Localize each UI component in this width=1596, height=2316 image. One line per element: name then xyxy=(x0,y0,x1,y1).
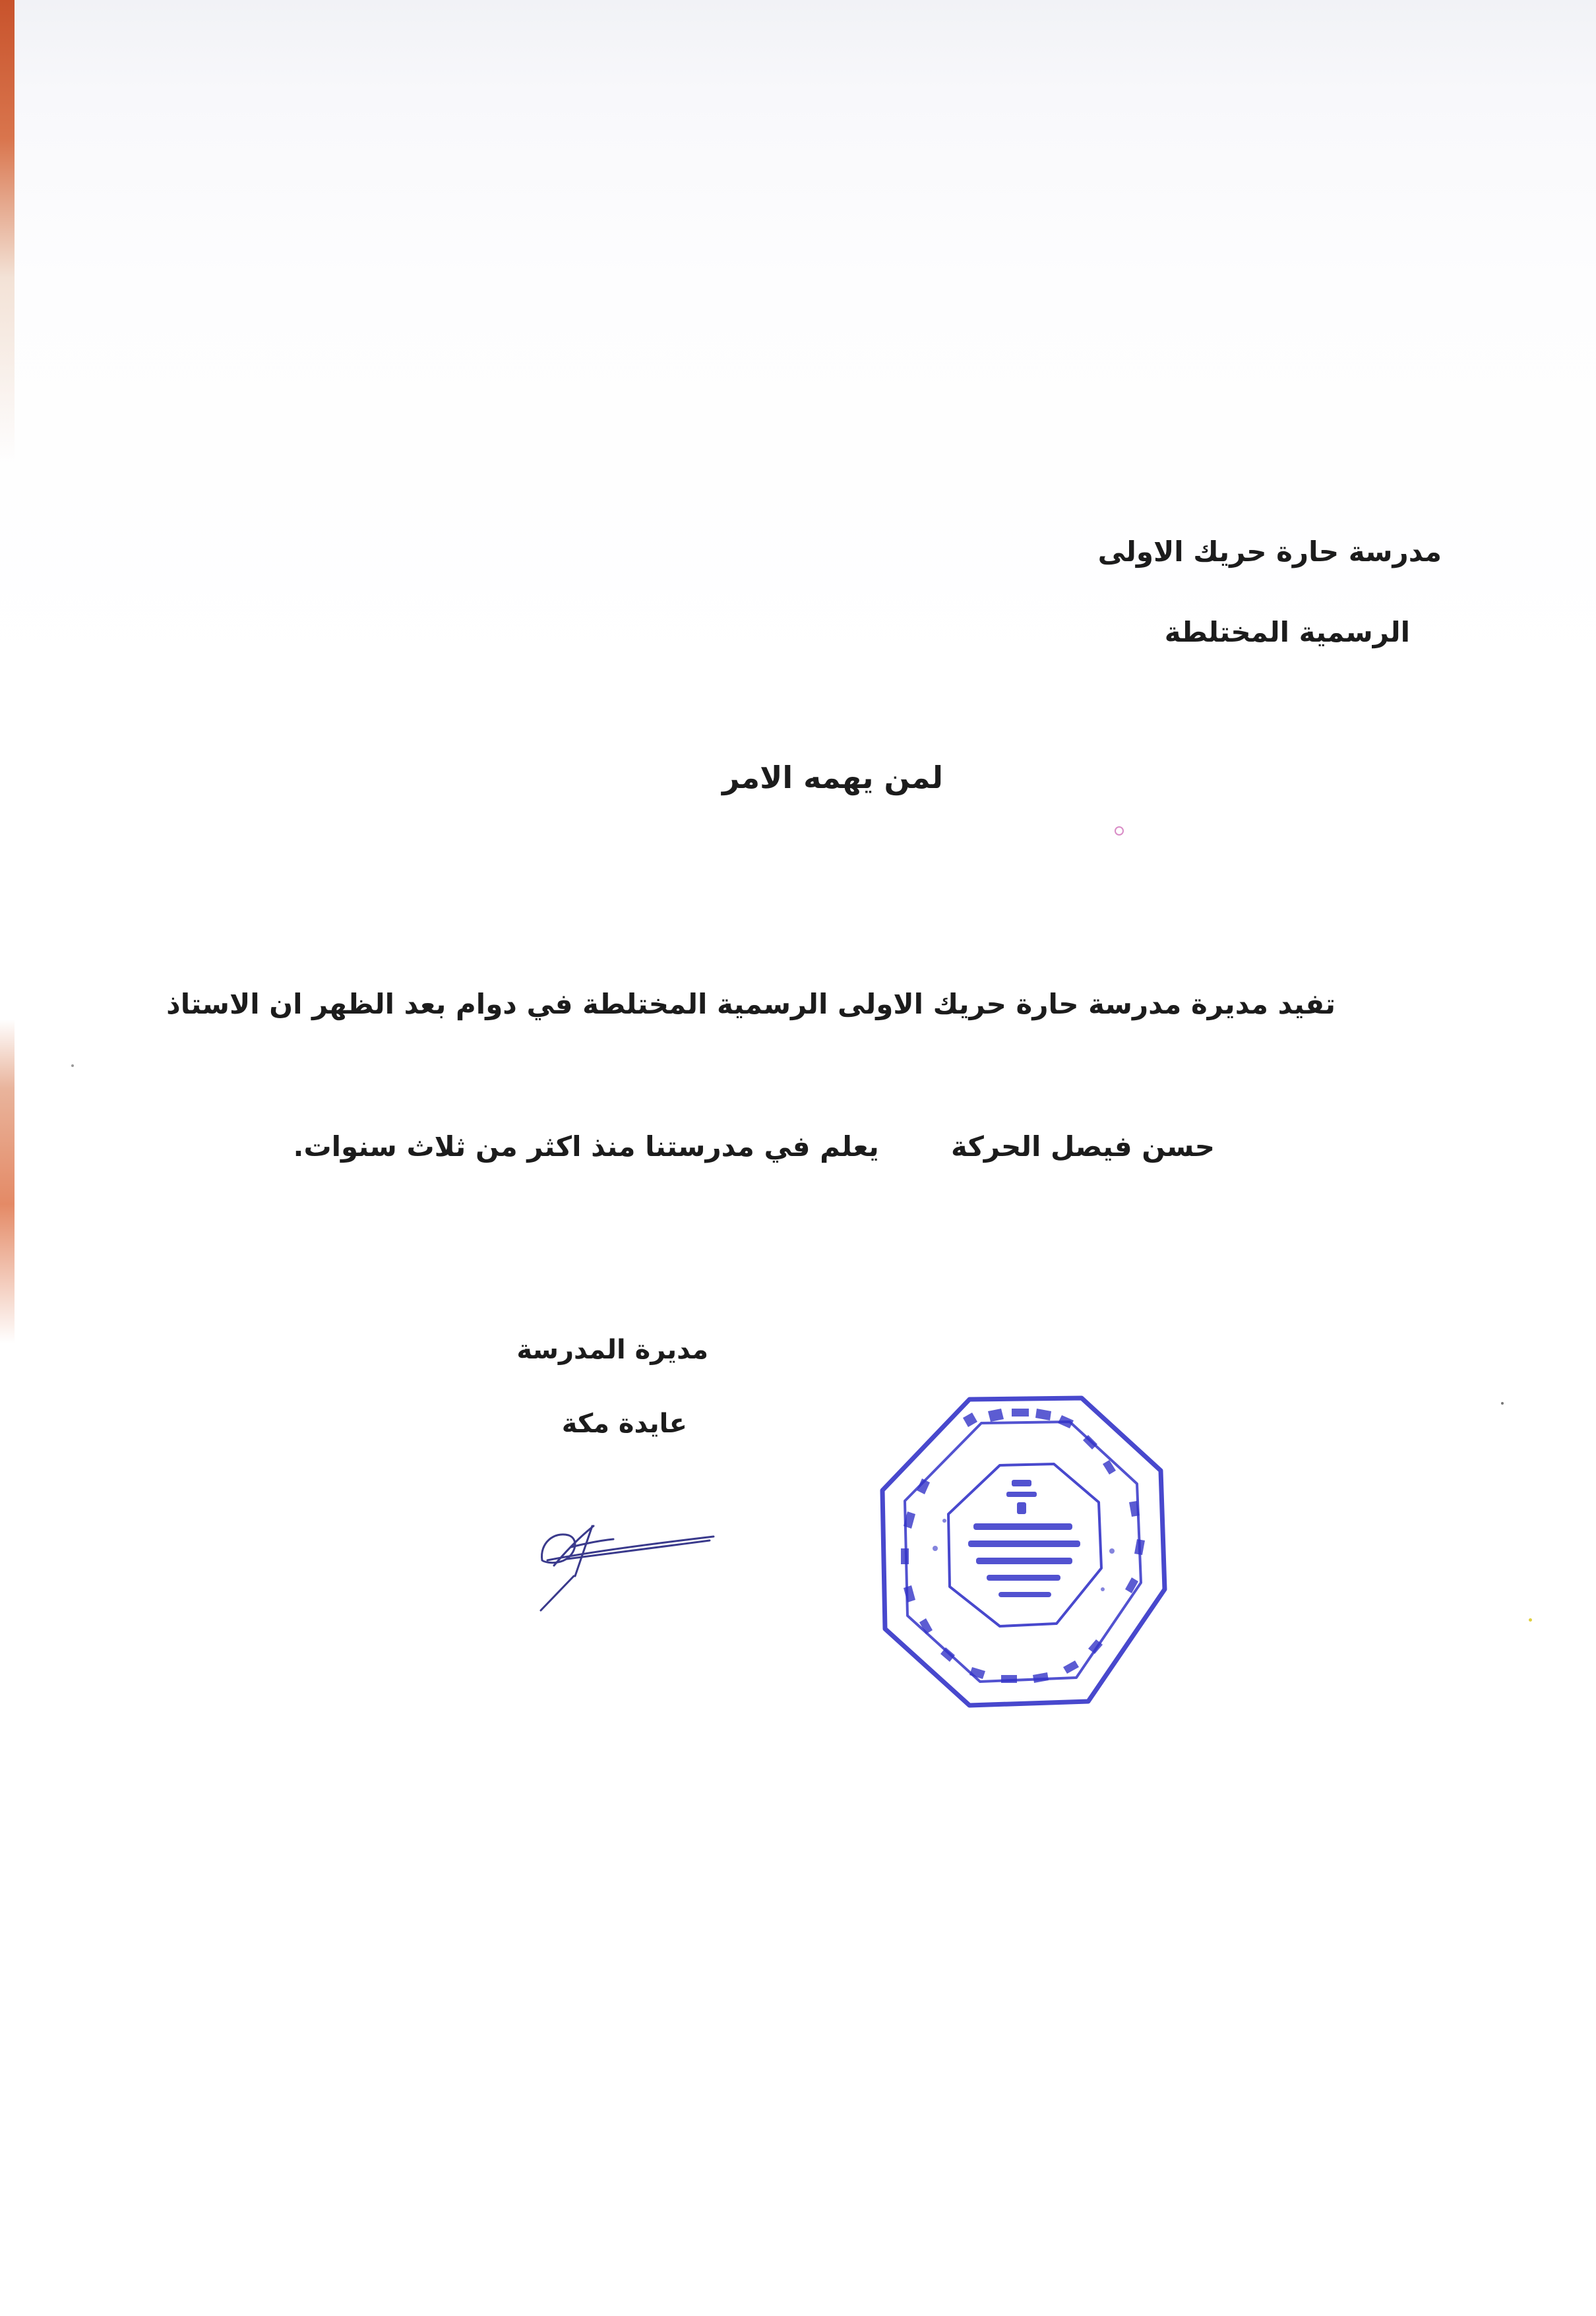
letter-body-line1: تفيد مديرة مدرسة حارة حريك الاولى الرسمية المختلطة في دوام بعد الظهر ان الاستاذ xyxy=(166,988,1335,1020)
octagonal-official-stamp-icon xyxy=(871,1391,1174,1715)
signatory-name: عايدة مكة xyxy=(561,1409,687,1439)
signatory-title: مديرة المدرسة xyxy=(516,1335,708,1365)
handwritten-signature-icon xyxy=(528,1497,719,1616)
letter-body-line2 xyxy=(293,1130,1215,1163)
dust-speck xyxy=(71,1064,74,1067)
school-name-line1: مدرسة حارة حريك الاولى xyxy=(1097,535,1442,568)
dust-speck xyxy=(1529,1618,1532,1622)
letter-subject: لمن يهمه الامر xyxy=(721,760,943,795)
letter-body-line2-rest: يعلم في مدرستنا منذ اكثر من ثلاث سنوات. xyxy=(293,1130,879,1163)
ink-speck xyxy=(1115,826,1124,836)
school-name-line2: الرسمية المختلطة xyxy=(1164,616,1410,648)
paper-edge-shadow xyxy=(0,0,15,2316)
dust-speck xyxy=(1501,1402,1504,1405)
teacher-name: حسن فيصل الحركة xyxy=(950,1130,1215,1163)
